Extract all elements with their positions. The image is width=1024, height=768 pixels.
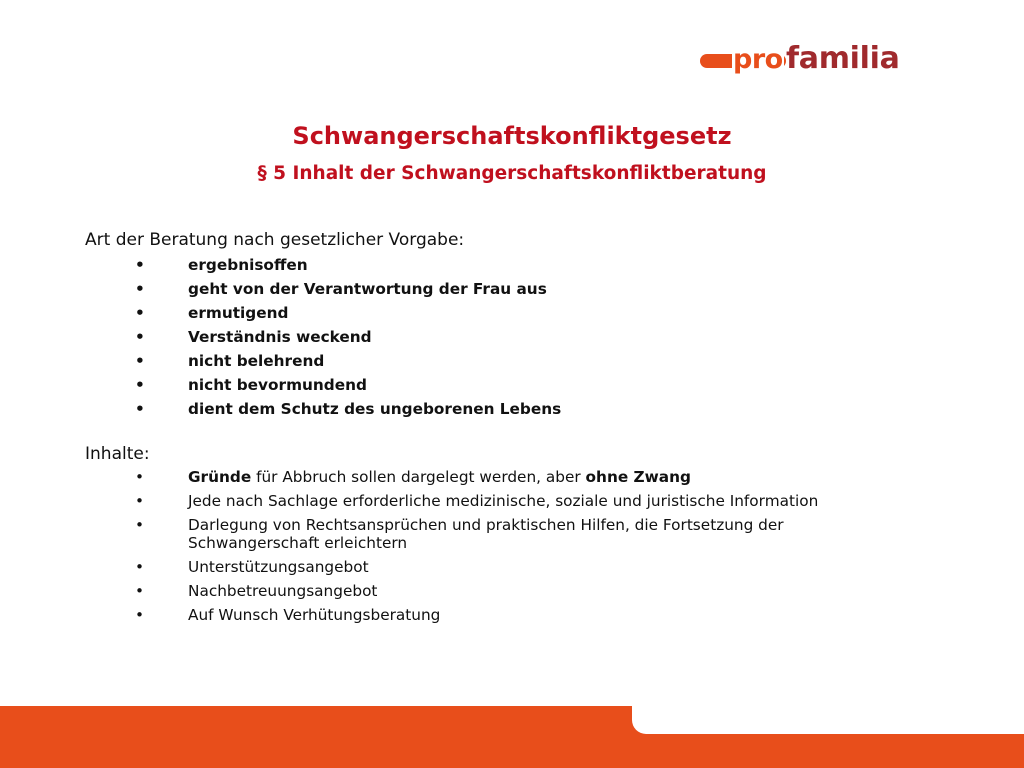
list-item [0, 280, 561, 298]
page-title: Schwangerschaftskonfliktgesetz [292, 122, 732, 150]
list-item-text: nicht belehrend [188, 352, 325, 370]
list-item-text: für Abbruch sollen dargelegt werden, aber [251, 468, 586, 486]
page-subtitle: § 5 Inhalt der Schwangerschaftskonfliktberatung [257, 163, 767, 184]
bullet-icon: • [135, 304, 145, 322]
list-item [0, 492, 1024, 510]
list-item [0, 304, 561, 322]
list-item [0, 352, 561, 370]
list-item-bold: Gründe [188, 468, 252, 486]
pro-familia-logo [698, 40, 938, 80]
list-item-text: ermutigend [188, 304, 289, 322]
bullet-icon: • [135, 468, 145, 486]
bullet-icon: • [135, 606, 145, 624]
list-item [0, 256, 561, 274]
bullet-icon: • [135, 492, 145, 510]
section-heading-inhalte: Inhalte: [85, 444, 150, 464]
list-item-text: Verständnis weckend [188, 328, 372, 346]
list-item [0, 516, 1024, 552]
bullet-icon: • [135, 516, 145, 534]
list-item-text: Jede nach Sachlage erforderliche medizinische, soziale und juristische Information [188, 492, 819, 510]
list-item [0, 376, 561, 394]
list-item-bold: ohne Zwang [585, 468, 691, 486]
list-item [0, 558, 1024, 576]
list-item-text: geht von der Verantwortung der Frau aus [188, 280, 547, 298]
bullet-icon: • [135, 400, 145, 418]
list-item-text: Unterstützungsangebot [188, 558, 369, 576]
list-item-text: Darlegung von Rechtsansprüchen und praktischen Hilfen, die Fortsetzung der Schwangerschaft erleichtern [188, 516, 784, 552]
list-item-text: dient dem Schutz des ungeborenen Lebens [188, 400, 562, 418]
bullet-icon: • [135, 328, 145, 346]
list-inhalte [0, 468, 1024, 630]
list-item-text: Nachbetreuungsangebot [188, 582, 378, 600]
list-item [0, 606, 1024, 624]
list-item-text: Auf Wunsch Verhütungsberatung [188, 606, 441, 624]
list-item [0, 468, 1024, 486]
bullet-icon: • [135, 582, 145, 600]
bullet-icon: • [135, 376, 145, 394]
bullet-icon: • [135, 558, 145, 576]
list-item [0, 582, 1024, 600]
section-heading-art: Art der Beratung nach gesetzlicher Vorgabe: [85, 230, 465, 250]
list-item-text: nicht bevormundend [188, 376, 367, 394]
bullet-icon: • [135, 280, 145, 298]
bullet-icon: • [135, 256, 145, 274]
logo-pro: pro [733, 44, 783, 75]
list-item [0, 328, 561, 346]
list-art-der-beratung [0, 256, 561, 424]
list-item-text: ergebnisoffen [188, 256, 308, 274]
logo-familia: familia [786, 41, 900, 76]
list-item [0, 400, 561, 418]
footer-tab [632, 698, 1024, 734]
bullet-icon: • [135, 352, 145, 370]
